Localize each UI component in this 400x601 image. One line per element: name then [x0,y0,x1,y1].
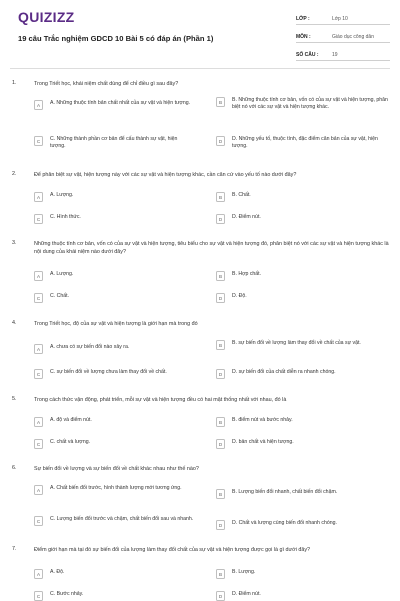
option-text: C. chất và lượng. [50,439,91,445]
quizizz-logo: QUIZIZZ [18,9,75,25]
option-letter-box: B [216,192,225,202]
option-letter-box: A [34,485,43,495]
option-b[interactable] [216,489,391,499]
option-letter-box: C [34,369,43,379]
info-row-count [296,46,390,61]
question-text: Trong Triết học, khái niệm chất dùng để chỉ điều gì sau đây? [34,81,179,87]
option-text: C. sự biến đổi về lượng chưa làm thay đổi về chất. [50,369,167,375]
option-letter-box: A [34,100,43,110]
question-number: 3. [12,240,17,246]
option-text: D. Điểm nút. [232,591,261,597]
option-letter-box: D [216,214,225,224]
option-letter-box: C [34,516,43,526]
option-text: B. sự biến đổi về lượng làm thay đổi về chất của sự vật. [232,340,361,346]
question-text: Điểm giới hạn mà tại đó sự biến đổi của lượng làm thay đổi chất của sự vật và hiện tượng được gọi là gì dưới đây? [34,547,311,553]
option-letter-box: D [216,369,225,379]
option-a[interactable] [34,417,194,427]
option-letter-box: B [216,569,225,579]
question-number: 1. [12,80,17,86]
option-letter-box: D [216,520,225,530]
option-text: B. Lượng biến đổi nhanh, chất biến đổi chậm. [232,489,338,495]
option-text: A. Lượng. [50,271,74,277]
info-box [296,10,390,64]
option-text: D. Độ. [232,293,247,299]
option-text: C. Bước nhảy. [50,591,84,597]
option-letter-box: D [216,591,225,601]
option-letter-box: A [34,192,43,202]
option-b[interactable] [216,97,391,111]
option-text: A. độ và điểm nút. [50,417,92,423]
option-text: D. Những yếu tố, thuộc tính, đặc điểm căn bản của sự vật, hiện tượng. [232,136,378,149]
option-c[interactable] [34,293,194,303]
option-a[interactable] [34,344,204,354]
info-value: Giáo dục công dân [332,34,374,40]
info-value: Lớp 10 [332,16,348,22]
info-value: 19 [332,52,338,58]
info-label: MÔN : [296,34,311,40]
question-text: Trong cách thức vận động, phát triển, mỗi sự vật và hiện tượng đều có hai mặt thống nhất với nhau, đó là [34,397,287,403]
option-letter-box: A [34,344,43,354]
option-text: C. Những thành phần cơ bản để cấu thành sự vật, hiện tượng. [50,136,178,149]
option-letter-box: A [34,271,43,281]
question-number: 7. [12,546,17,552]
option-text: B. Chất. [232,192,251,198]
option-letter-box: B [216,271,225,281]
question-text: Những thuộc tính cơ bản, vốn có của sự vật và hiện tượng, tiêu biểu cho sự vật và hiện tượng đó, phân biệt nó với các sự vật và hiện tượng khác là nội dung của khái niệm nào dưới đây? [34,241,389,255]
option-b[interactable] [216,417,391,427]
info-label: LỚP : [296,16,310,22]
option-c[interactable] [34,369,212,379]
option-d[interactable] [216,520,391,530]
option-text: B. Những thuộc tính cơ bản, vốn có của sự vật và hiện tượng, phân biệt nó với các sự vật và hiện tượng khác. [232,97,388,110]
option-c[interactable] [34,516,212,526]
option-d[interactable] [216,369,391,379]
option-text: C. Hình thức. [50,214,81,220]
option-letter-box: C [34,439,43,449]
option-letter-box: C [34,214,43,224]
option-letter-box: B [216,340,225,350]
document-header [0,0,400,64]
option-text: D. sự biến đổi của chất diễn ra nhanh chóng. [232,369,336,375]
option-b[interactable] [216,271,391,281]
option-a[interactable] [34,192,194,202]
option-d[interactable] [216,136,391,150]
option-text: B. Hợp chất. [232,271,262,277]
option-letter-box: D [216,136,225,146]
option-a[interactable] [34,271,194,281]
option-letter-box: B [216,97,225,107]
option-b[interactable] [216,192,391,202]
option-b[interactable] [216,340,391,350]
option-d[interactable] [216,293,391,303]
option-letter-box: A [34,569,43,579]
question-number: 5. [12,396,17,402]
option-letter-box: B [216,417,225,427]
header-divider [10,68,390,69]
option-letter-box: D [216,293,225,303]
option-text: B. điểm nút và bước nhảy. [232,417,293,423]
option-text: A. chưa có sự biến đổi nào xảy ra. [50,344,130,350]
option-b[interactable] [216,569,391,579]
info-label: SỐ CÂU : [296,52,319,58]
question-text: Trong Triết học, độ của sự vật và hiện tượng là giới hạn mà trong đó [34,321,198,327]
option-text: A. Độ. [50,569,65,575]
option-c[interactable] [34,214,194,224]
question-text: Sự biến đổi về lượng và sự biến đổi về chất khác nhau như thế nào? [34,466,199,472]
option-text: D. Chất và lượng cùng biến đổi nhanh chóng. [232,520,337,526]
option-letter-box: C [34,136,43,146]
option-text: A. Lượng. [50,192,74,198]
info-row-class [296,10,390,25]
option-text: D. bản chất và hiện tượng. [232,439,294,445]
option-c[interactable] [34,136,194,150]
question-number: 2. [12,171,17,177]
option-d[interactable] [216,214,391,224]
option-a[interactable] [34,569,194,579]
option-a[interactable] [34,485,212,495]
option-letter-box: A [34,417,43,427]
question-text: Để phân biệt sự vật, hiện tượng này với các sự vật và hiện tượng khác, cần căn cứ vào yếu tố nào dưới đây? [34,172,297,178]
option-text: C. Lượng biến đổi trước và chậm, chất biến đổi sau và nhanh. [50,516,194,522]
option-text: D. Điểm nút. [232,214,261,220]
option-d[interactable] [216,439,391,449]
option-a[interactable] [34,100,194,110]
option-text: A. Chất biến đổi trước, hình thành lượng mới tương ứng. [50,485,182,491]
option-letter-box: B [216,489,225,499]
option-letter-box: D [216,439,225,449]
document-title: 19 câu Trắc nghiệm GDCD 10 Bài 5 có đáp án (Phần 1) [18,34,214,43]
option-letter-box: C [34,293,43,303]
question-number: 6. [12,465,17,471]
option-c[interactable] [34,439,194,449]
info-row-subject [296,28,390,43]
option-text: A. Những thuộc tính bản chất nhất của sự vật và hiện tượng. [50,100,191,106]
option-letter-box: C [34,591,43,601]
option-text: B. Lượng. [232,569,256,575]
option-text: C. Chất. [50,293,70,299]
question-number: 4. [12,320,17,326]
